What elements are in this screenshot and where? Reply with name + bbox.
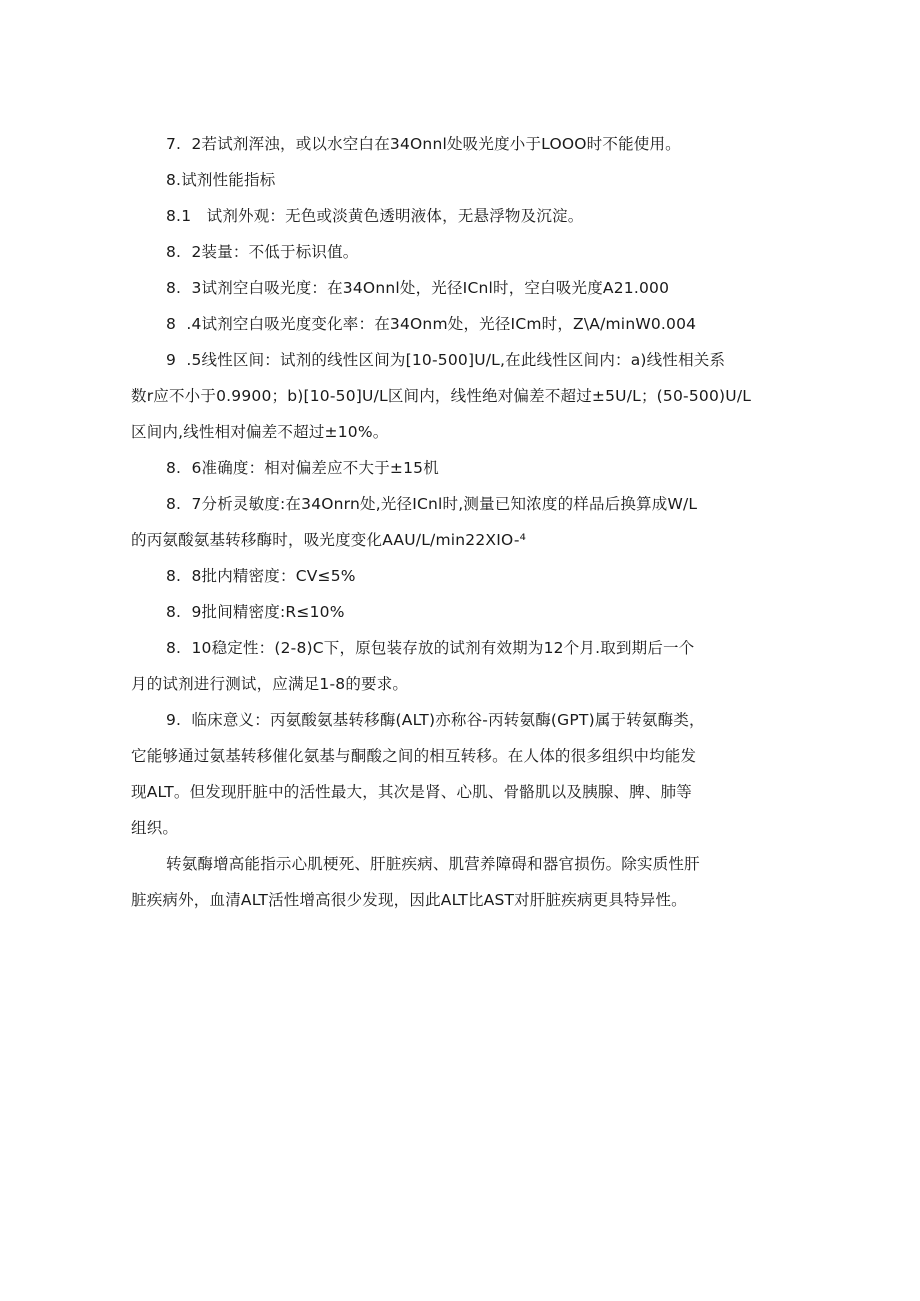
text-line: 现ALT。但发现肝脏中的活性最大，其次是肾、心肌、骨骼肌以及胰腺、脾、肺等 bbox=[131, 783, 692, 801]
text-line: 9. 临床意义：丙氨酸氨基转移酶(ALT)亦称谷-丙转氨酶(GPT)属于转氨酶类， bbox=[166, 711, 705, 729]
text-line: 8. 6准确度：相对偏差应不大于±15机 bbox=[166, 459, 439, 477]
text-line: 8. 10稳定性：(2-8)C下，原包装存放的试剂有效期为12个月.取到期后一个 bbox=[166, 639, 695, 657]
paragraph-8-2 bbox=[131, 234, 793, 270]
paragraph-clinical-significance bbox=[131, 702, 793, 846]
paragraph-linear-range bbox=[131, 342, 793, 450]
paragraph-8-7 bbox=[131, 486, 793, 558]
text-line: 的丙氨酸氨基转移酶时，吸光度变化AAU∕L∕min22XIO-⁴ bbox=[131, 531, 527, 549]
text-line: 8.1 试剂外观：无色或淡黄色透明液体，无悬浮物及沉淀。 bbox=[166, 207, 584, 225]
paragraph-8-6 bbox=[131, 450, 793, 486]
paragraph-8-10 bbox=[131, 630, 793, 702]
text-line: 8. 2装量：不低于标识值。 bbox=[166, 243, 359, 261]
text-line: 7. 2若试剂浑浊，或以水空白在34Onnl处吸光度小于LOOO时不能使用。 bbox=[166, 135, 681, 153]
text-line: 转氨酶增高能指示心肌梗死、肝脏疾病、肌营养障碍和器官损伤。除实质性肝 bbox=[166, 855, 700, 873]
paragraph-8-1 bbox=[131, 198, 793, 234]
section-heading-8 bbox=[131, 162, 793, 198]
text-line: 8. 7分析灵敏度:在34Onrn处,光径ICnl时,测量已知浓度的样品后换算成W/L bbox=[166, 495, 698, 513]
paragraph-8-4 bbox=[131, 306, 793, 342]
text-line: 区间内,线性相对偏差不超过±10%。 bbox=[131, 423, 389, 441]
paragraph-8-9 bbox=[131, 594, 793, 630]
text-line: 8.试剂性能指标 bbox=[166, 171, 276, 189]
paragraph-7-2 bbox=[131, 126, 793, 162]
text-line: 9 .5线性区间：试剂的线性区间为[10-500]U∕L,在此线性区间内：a)线性相关系 bbox=[166, 351, 726, 369]
text-line: 8 .4试剂空白吸光度变化率：在34Onm处，光径ICm时，Z\A∕minW0.004 bbox=[166, 315, 697, 333]
paragraph-8-8 bbox=[131, 558, 793, 594]
text-line: 8. 8批内精密度：CV≤5% bbox=[166, 567, 356, 585]
paragraph-transaminase bbox=[131, 846, 793, 918]
text-line: 组织。 bbox=[131, 819, 179, 837]
text-line: 它能够通过氨基转移催化氨基与酮酸之间的相互转移。在人体的很多组织中均能发 bbox=[131, 747, 697, 765]
text-line: 数r应不小于0.9900；b)[10-50]U/L区间内，线性绝对偏差不超过±5U/L；(50-500)U/L bbox=[131, 387, 752, 405]
paragraph-8-3 bbox=[131, 270, 793, 306]
text-line: 8. 3试剂空白吸光度：在34Onnl处，光径ICnl时，空白吸光度A21.000 bbox=[166, 279, 670, 297]
text-line: 脏疾病外，血清ALT活性增高很少发现，因此ALT比AST对肝脏疾病更具特异性。 bbox=[131, 891, 687, 909]
text-line: 8. 9批间精密度:R≤10% bbox=[166, 603, 345, 621]
text-line: 月的试剂进行测试，应满足1-8的要求。 bbox=[131, 675, 409, 693]
